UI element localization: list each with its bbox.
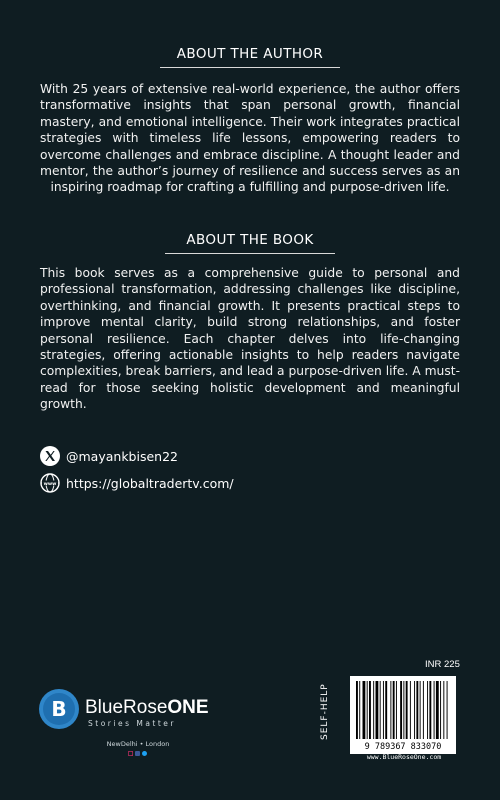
facebook-icon	[135, 751, 140, 756]
barcode-bar	[447, 681, 448, 739]
barcode-bars	[350, 676, 456, 754]
barcode-bar	[427, 681, 428, 739]
author-title-underline	[160, 67, 340, 68]
category-label: SELF-HELP	[320, 683, 330, 740]
barcode-bar	[396, 681, 397, 739]
publisher-name-bold: ONE	[167, 697, 209, 718]
publisher-name-light: BlueRose	[85, 697, 168, 718]
x-handle-text: @mayankbisen22	[66, 448, 178, 464]
svg-text:www: www	[43, 481, 57, 487]
author-section-title: ABOUT THE AUTHOR	[176, 46, 324, 62]
isbn-barcode	[350, 676, 456, 754]
website-text: https://globaltradertv.com/	[66, 475, 234, 491]
barcode-bar	[380, 681, 381, 739]
barcode-bar	[359, 681, 360, 739]
isbn-digits: 9 789367 833070	[364, 742, 442, 752]
barcode-bar	[376, 681, 379, 739]
bluerose-b-logo-icon	[38, 688, 80, 730]
barcode-bar	[429, 681, 431, 739]
barcode-bar	[423, 681, 424, 739]
globe-www-icon	[40, 473, 60, 493]
publisher-locations: NewDelhi • London	[106, 740, 170, 748]
barcode-bar	[434, 681, 435, 739]
publisher-tagline: Stories Matter	[88, 719, 177, 728]
barcode-bar	[367, 681, 368, 739]
barcode-bar	[356, 681, 358, 739]
website-row[interactable]	[40, 473, 234, 493]
barcode-bar	[400, 681, 402, 739]
book-description-paragraph: This book serves as a comprehensive guide to personal and professional transformation, addressing challenges like discipline, overthinking, and financial growth. It presents practical steps to improve mental clarity, build strong relationships, and foster personal resilience. Each chapter delves into life-changing strategies, offering actionable insights to help readers navigate complexities, break barriers, and lead a purpose-driven life. A must-read for those seeking holistic development and meaningful growth.	[40, 266, 461, 412]
barcode-bar	[436, 681, 439, 739]
barcode-bar	[363, 681, 366, 739]
barcode-bar	[410, 681, 411, 739]
barcode-bar	[390, 681, 391, 739]
barcode-bar	[443, 681, 444, 739]
publisher-social-icons	[128, 751, 147, 756]
barcode-bar	[385, 681, 387, 739]
barcode-bar	[420, 681, 421, 739]
barcode-bar	[414, 681, 415, 739]
publisher-website: www.BlueRoseOne.com	[366, 753, 442, 761]
book-title-underline	[165, 253, 335, 254]
barcode-bar	[383, 681, 384, 739]
barcode-bar	[406, 681, 408, 739]
barcode-bar	[440, 681, 441, 739]
instagram-icon	[128, 751, 133, 756]
barcode-bar	[416, 681, 418, 739]
twitter-icon	[142, 751, 147, 756]
publisher-name	[85, 697, 209, 719]
x-handle-row[interactable]	[40, 446, 178, 466]
svg-text:B: B	[51, 697, 67, 721]
price-label: INR 225	[425, 659, 460, 670]
barcode-bar	[369, 681, 371, 739]
barcode-bar	[393, 681, 395, 739]
barcode-bar	[403, 681, 404, 739]
barcode-bar	[373, 681, 374, 739]
x-logo-icon	[40, 446, 60, 466]
author-bio-paragraph: With 25 years of extensive real-world experience, the author offers transformative insights that span personal growth, financial mastery, and emotional intelligence. Their work integrates practical strategies with timeless life lessons, empowering readers to overcome challenges and embrace discipline. A thought leader and mentor, the author’s journey of resilience and success serves as an inspiring roadmap for crafting a fulfilling and purpose-driven life.	[40, 82, 460, 195]
book-section-title: ABOUT THE BOOK	[186, 232, 314, 248]
